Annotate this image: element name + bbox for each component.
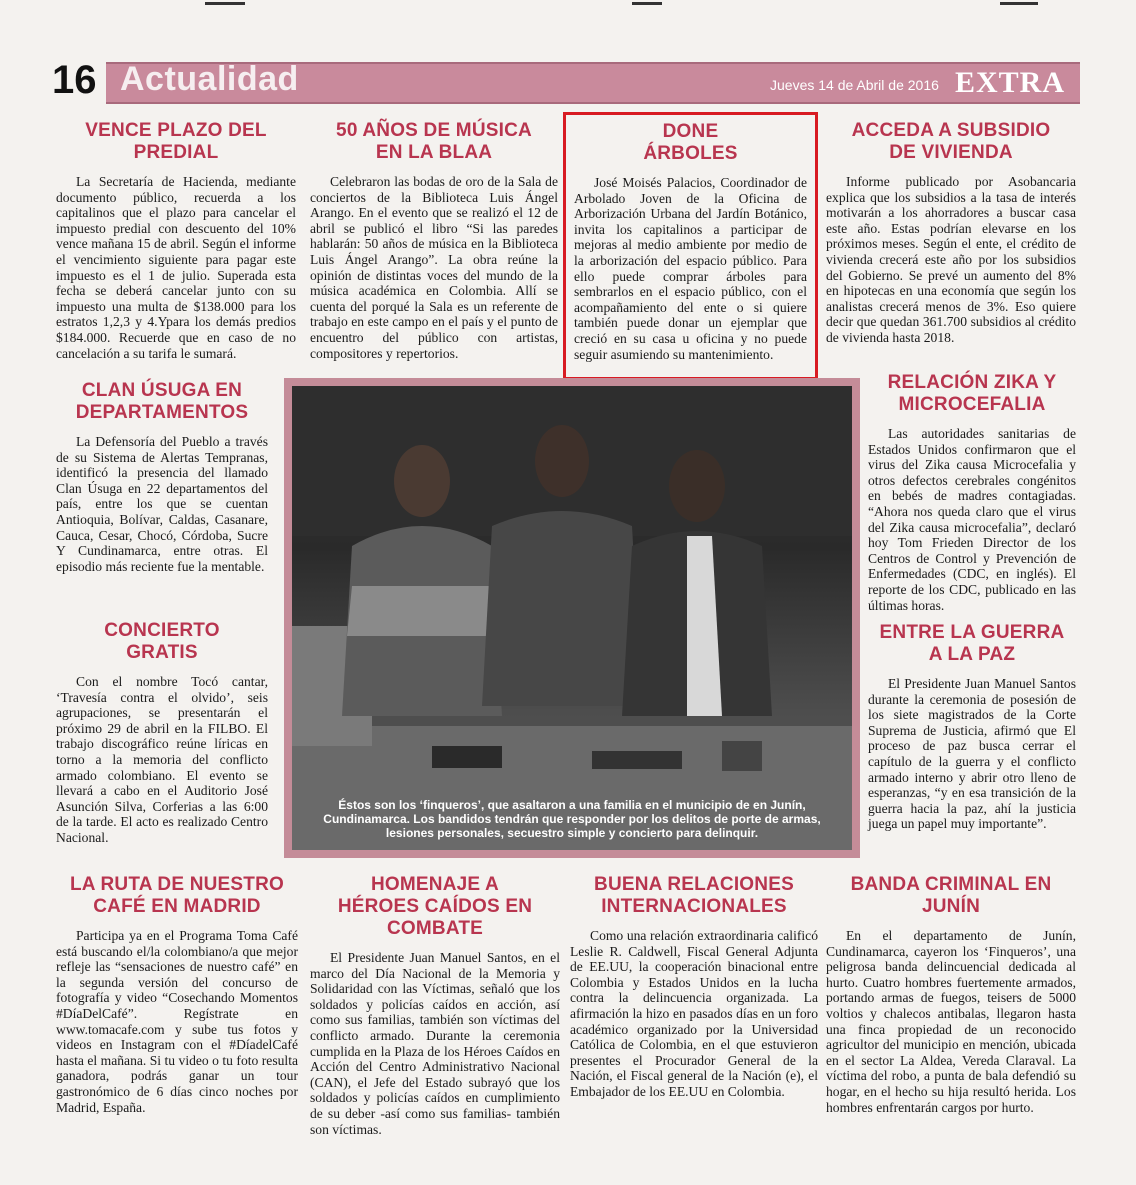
article-clan xyxy=(56,380,268,574)
news-photo-frame xyxy=(284,378,860,858)
article-subsidio xyxy=(826,120,1076,346)
article-arboles-highlighted xyxy=(563,112,818,380)
article-body: El Presidente Juan Manuel Santos, en el marco del Día Nacional de la Memoria y Solidaridad con las Víctimas, señaló que los soldados y policías caídos en acción, así como sus familias, también son víctimas del conflicto armado. Durante la ceremonia cumplida en la Plaza de los Héroes Caídos en Acción del Centro Administrativo Nacional (CAN), el Jefe del Estado subrayó que los soldados y policías caídos en cumplimiento de su deber -así como sus familias- también son víctimas. xyxy=(310,950,560,1137)
article-concierto xyxy=(56,620,268,846)
headline: ACCEDA A SUBSIDIO DE VIVIENDA xyxy=(851,120,1051,163)
article-predial xyxy=(56,120,296,361)
headline: HOMENAJE A HÉROES CAÍDOS EN COMBATE xyxy=(337,874,533,939)
photo-caption: Éstos son los ‘finqueros’, que asaltaron a una familia en el municipio de en Junín, Cundinamarca. Los bandidos tendrán que responder por los delitos de porte de armas, lesiones personales, secuestro simple y concierto para delinquir. xyxy=(323,798,821,840)
headline: 50 AÑOS DE MÚSICA EN LA BLAA xyxy=(336,120,532,163)
article-banda xyxy=(826,874,1076,1115)
section-title: Actualidad xyxy=(120,60,299,98)
headline: BANDA CRIMINAL EN JUNÍN xyxy=(850,874,1052,917)
article-body: Participa ya en el Programa Toma Café está buscando el/la colombiano/a que mejor refleje las “sensaciones de nuestro café” en la segunda versión del concurso de fotografía y video “Cosechando Momentos #DíaDelCafé”. Regístrate en www.tomacafe.com y sube tus fotos y videos en Instagram con el #DíadelCafé hasta el mañana. Si tu video o tu foto resulta ganadora, podrás ganar un tour gastronómico de 6 días cinco noches por Madrid, España. xyxy=(56,928,298,1115)
article-body: La Secretaría de Hacienda, mediante documento público, recuerda a los capitalinos que el plazo para cancelar el impuesto predial con descuento del 10% vence mañana 15 de abril. Según el informe el vencimiento siguiente para pagar este impuesto es el 1 de julio. Superada esta fecha se deberá cancelar junto con su impuesto una multa de $138.000 para los estratos 1,2,3 y 4.Ypara los demás predios $184.000. Recuerde que en caso de no cancelación a su tarifa le sumará. xyxy=(56,174,296,361)
article-body: El Presidente Juan Manuel Santos durante la ceremonia de posesión de los siete magistrados de la Corte Suprema de Justicia, afirmó que El proceso de paz busca cerrar el capítulo de la guerra y el conflicto armado interno y abrir otro lleno de esperanzas, “y en esa transición de la guerra hacia la paz, ahí la justicia juega un papel muy importante”. xyxy=(868,676,1076,832)
article-body: Con el nombre Tocó cantar, ‘Travesía contra el olvido’, seis agrupaciones, se presentarán el próximo 29 de abril en la FILBO. El trabajo discográfico reúne líricas en torno a la memoria del conflicto armado colombiano. El evento se llevará a cabo en el Auditorio José Asunción Silva, Corferias a las 6:00 de la tarde. El acto es realizado Centro Nacional. xyxy=(56,674,268,845)
photo-illustration xyxy=(292,386,852,850)
article-body: Informe publicado por Asobancaria explica que los subsidios a la tasa de interés motivarán a los ahorradores a buscar casa este año. Estas podrían elevarse en los próximos meses. Según el ente, el crédito de vivienda crecerá este año por los subsidios del Gobierno. Se prevé un aumento del 8% en hipotecas en una economía que según los analistas crecerá menos de 3%. Eso quiere decir que quedan 361.700 subsidios al crédito de vivienda hasta 2018. xyxy=(826,174,1076,345)
headline: VENCE PLAZO DEL PREDIAL xyxy=(85,120,267,163)
issue-date: Jueves 14 de Abril de 2016 xyxy=(770,77,939,93)
article-relaciones xyxy=(570,874,818,1100)
newspaper-logo: EXTRA xyxy=(955,66,1066,99)
article-body: Las autoridades sanitarias de Estados Unidos confirmaron que el virus del Zika causa Microcefalia y otros defectos cerebrales congénitos en bebés de madres contagiadas. “Ahora nos queda claro que el virus del Zika causa microcefalia”, declaró hoy Tom Frieden Director de los Centros de Control y Prevención de Enfermedades (CDC, en inglés). El reporte de los CDC, publicado en las últimas horas. xyxy=(868,426,1076,613)
article-body: Como una relación extraordinaria calificó Leslie R. Caldwell, Fiscal General Adjunta de EE.UU, la cooperación binacional entre Colombia y Estados Unidos en la lucha contra la delincuencia organizada. La afirmación la hizo en pasados días en un foro académico organizado por la Universidad Católica de Colombia, en el que estuvieron presentes el Procurador General de la Nación, el Fiscal general de la Nación (e), el Embajador de los EE.UU en Colombia. xyxy=(570,928,818,1099)
headline: CONCIERTO GRATIS xyxy=(104,620,220,663)
headline: LA RUTA DE NUESTRO CAFÉ EN MADRID xyxy=(70,874,285,917)
headline: DONE ÁRBOLES xyxy=(643,121,738,164)
headline: RELACIÓN ZIKA Y MICROCEFALIA xyxy=(887,372,1057,415)
article-body: En el departamento de Junín, Cundinamarca, cayeron los ‘Finqueros’, una peligrosa banda delincuencial dedicada al hurto. Cuatro hombres fuertemente armados, portando armas de fuegos, teisers de 5000 voltios y chalecos antibalas, llegaron hasta una finca propiedad de un reconocido agricultor del municipio en mención, ubicada en el sector La Aldea, Vereda Claraval. La víctima del robo, a punta de bala defendió su hogar, en el hecho su hija resultó herida. Los hombres enfrentarán cargos por hurto. xyxy=(826,928,1076,1115)
suspects-photo xyxy=(292,386,852,850)
article-musica xyxy=(310,120,558,361)
article-body: José Moisés Palacios, Coordinador de Arbolado Joven de la Oficina de Arborización Urbana del Jardín Botánico, invita los capitalinos a participar de mejoras al medio ambiente por medio de la arborización del espacio público. Para ello puede comprar árboles para sembrarlos en el espacio público, con el acompañamiento del ente o si quiere también puede donar un ejemplar que creció en su casa u oficina y no puede seguir asumiendo su mantenimiento. xyxy=(574,175,807,362)
article-body: Celebraron las bodas de oro de la Sala de conciertos de la Biblioteca Luis Ángel Arango. En el evento que se realizó el 12 de abril se publicó el libro “Si las paredes hablarán: 50 años de música en la Biblioteca Luis Ángel Arango”. La obra reúne la opinión de distintas voces del mundo de la música académica en Colombia. Allí se cuenta del porqué la Sala es un referente de trabajo en este campo en el país y el punto de encuentro del público con artistas, compositores y repertorios. xyxy=(310,174,558,361)
headline: BUENA RELACIONES INTERNACIONALES xyxy=(594,874,794,917)
article-body: La Defensoría del Pueblo a través de su Sistema de Alertas Tempranas, identificó la presencia del llamado Clan Úsuga en 22 departamentos del país, entre los que se cuentan Antioquia, Bolívar, Caldas, Casanare, Cauca, Cesar, Chocó, Córdoba, Sucre Y Cundinamarca, entre otras. El episodio más reciente fue la mentable. xyxy=(56,434,268,574)
article-paz xyxy=(868,622,1076,832)
top-print-marks xyxy=(0,0,1136,14)
page-number: 16 xyxy=(52,56,106,104)
article-cafe xyxy=(56,874,298,1115)
article-zika xyxy=(868,372,1076,613)
article-heroes xyxy=(310,874,560,1137)
headline: CLAN ÚSUGA EN DEPARTAMENTOS xyxy=(75,380,249,423)
headline: ENTRE LA GUERRA A LA PAZ xyxy=(879,622,1065,665)
